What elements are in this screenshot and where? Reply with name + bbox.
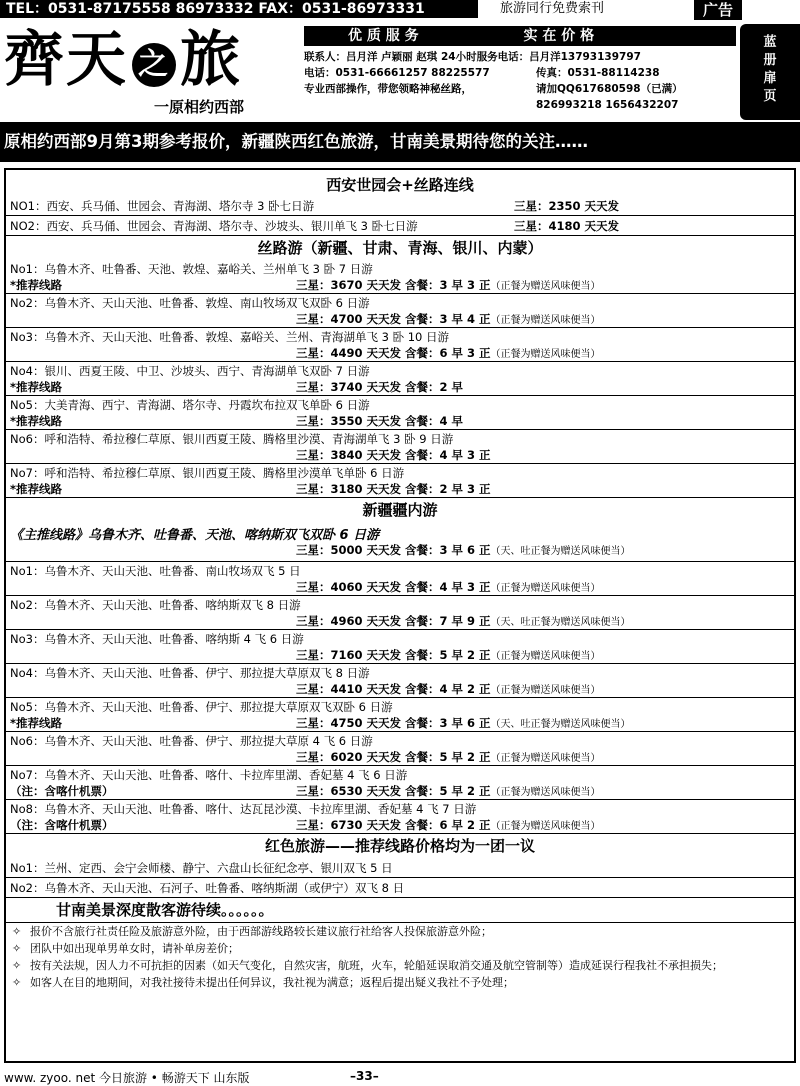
meal-note: （正餐为赠送风味便当） — [490, 821, 601, 832]
route-price — [296, 613, 631, 629]
route-price — [296, 817, 601, 833]
price-text: 三星：6730 天天发 含餐：6 早 2 正 — [296, 818, 491, 832]
section-title: 新疆疆内游 — [362, 501, 438, 519]
price-list — [4, 168, 796, 1063]
route-price — [296, 715, 631, 731]
contact-phone-line — [304, 65, 736, 81]
section-title: 红色旅游——推荐线路价格均为一团一议 — [264, 837, 535, 855]
side-tab-char: 扉 — [763, 71, 777, 86]
phone-fax-bar: TEL：0531-87175558 86973332 FAX：0531-86973331 — [0, 0, 478, 18]
route-name: No7：呼和浩特、希拉穆仁草原、银川西夏王陵、腾格里沙漠单飞单卧 6 日游 — [10, 466, 405, 480]
page-number: –33– — [350, 1069, 379, 1083]
route-name: No6：呼和浩特、希拉穆仁草原、银川西夏王陵、腾格里沙漠、青海湖单飞 3 卧 9 日游 — [10, 432, 454, 446]
term-text: 按有关法规，因人力不可抗拒的因素（如天气变化，自然灾害，航班，火车，轮船延误取消交通及航空管制等）造成延误行程我社不承担损失； — [30, 959, 723, 972]
agency-logo — [4, 24, 300, 116]
route-row — [6, 698, 794, 732]
route-row — [6, 396, 794, 430]
price-text: 三星：5000 天天发 含餐：3 早 6 正 — [296, 543, 491, 557]
route-name: No8：乌鲁木齐、天山天池、吐鲁番、喀什、达瓦昆沙漠、卡拉库里湖、香妃墓 4 飞 7 日游 — [10, 802, 477, 816]
side-tab-char: 页 — [763, 89, 777, 104]
phone-numbers: 电话：0531-66661257 88225577 — [304, 67, 490, 79]
fair-price-label: 实 在 价 格 — [523, 28, 595, 44]
price-text: 三星：4960 天天发 含餐：7 早 9 正 — [296, 614, 491, 628]
route-name: No4：乌鲁木齐、天山天池、吐鲁番、伊宁、那拉提大草原双飞 8 日游 — [10, 666, 370, 680]
price-text: 三星：4490 天天发 含餐：6 早 3 正 — [296, 346, 491, 360]
price-text: 三星：6530 天天发 含餐：5 早 2 正 — [296, 784, 491, 798]
price-text: 三星：3180 天天发 含餐：2 早 3 正 — [296, 482, 491, 496]
route-name: No5：大美青海、西宁、青海湖、塔尔寺、丹霞坎布拉双飞单卧 6 日游 — [10, 398, 370, 412]
route-price — [296, 379, 463, 395]
route-row — [6, 664, 794, 698]
route-price — [296, 681, 601, 697]
route-name: No1：兰州、定西、会宁会师楼、静宁、六盘山长征纪念亭、银川双飞 5 日 — [10, 861, 393, 875]
meal-note: （正餐为赠送风味便当） — [490, 685, 601, 696]
route-price — [296, 311, 601, 327]
price-text: 三星：3740 天天发 含餐：2 早 — [296, 380, 464, 394]
route-tag: （注：含喀什机票） — [10, 818, 114, 832]
logo-slogan: 一原相约西部 — [154, 98, 245, 116]
route-name: NO1：西安、兵马俑、世园会、青海湖、塔尔寺 3 卧七日游 — [10, 199, 315, 213]
route-price: 三星：2350 天天发 — [514, 199, 620, 213]
meal-note: （正餐为赠送风味便当） — [490, 281, 601, 292]
qq-extra-numbers: 826993218 1656432207 — [536, 99, 679, 111]
price-text: 三星：7160 天天发 含餐：5 早 2 正 — [296, 648, 491, 662]
route-name: No2：乌鲁木齐、天山天池、吐鲁番、喀纳斯双飞 8 日游 — [10, 598, 301, 612]
route-row — [6, 858, 794, 878]
specialty-note: 专业西部操作，带您领略神秘丝路， — [304, 83, 472, 95]
route-price — [296, 579, 601, 595]
route-name: No3：乌鲁木齐、天山天池、吐鲁番、敦煌、嘉峪关、兰州、青海湖单飞 3 卧 10 日游 — [10, 330, 450, 344]
terms-list — [6, 922, 794, 991]
contact-people: 联系人：吕月洋 卢颖丽 赵琪 24小时服务电话：吕月洋13793139797 — [304, 51, 641, 63]
term-item — [6, 940, 794, 957]
route-price — [296, 647, 601, 663]
meal-note: （正餐为赠送风味便当） — [490, 349, 601, 360]
route-row — [6, 800, 794, 834]
meal-note: （正餐为赠送风味便当） — [490, 651, 601, 662]
term-item — [6, 923, 794, 940]
section-title: 丝路游（新疆、甘肃、青海、银川、内蒙） — [257, 239, 543, 257]
page-footer — [0, 1068, 800, 1086]
free-index-note: 旅游同行免费索刊 — [500, 1, 605, 16]
route-row — [6, 196, 794, 216]
logo-char: 旅 — [180, 25, 242, 95]
route-price — [296, 783, 601, 799]
price-text: 三星：3670 天天发 含餐：3 早 3 正 — [296, 278, 491, 292]
term-item — [6, 957, 794, 974]
meal-note: （天、吐正餐为赠送风味便当） — [490, 617, 631, 628]
price-text: 三星：6020 天天发 含餐：5 早 2 正 — [296, 750, 491, 764]
route-price — [296, 447, 491, 463]
bullet-icon: ✧ — [12, 942, 22, 955]
side-tab-char: 册 — [763, 53, 777, 68]
route-price — [296, 749, 601, 765]
route-price — [296, 413, 463, 429]
contact-qq-more — [304, 97, 736, 113]
route-price — [296, 277, 601, 293]
route-tag: *推荐线路 — [10, 716, 63, 730]
route-row — [6, 596, 794, 630]
quality-service-label: 优 质 服 务 — [348, 28, 419, 44]
bullet-icon: ✧ — [12, 959, 22, 972]
logo-char: 之 — [132, 43, 176, 87]
route-tag: *推荐线路 — [10, 380, 63, 394]
headline-banner: 原相约西部9月第3期参考报价，新疆陕西红色旅游，甘南美景期待您的关注…… — [0, 122, 800, 162]
footer-publication: www. zyoo. net 今日旅游 • 畅游天下 山东版 — [4, 1071, 250, 1085]
route-name: No4：银川、西夏王陵、中卫、沙坡头、西宁、青海湖单飞双卧 7 日游 — [10, 364, 370, 378]
qq-number: 请加QQ617680598（已满） — [536, 83, 683, 95]
price-text: 三星：3550 天天发 含餐：4 早 — [296, 414, 464, 428]
section-title: 西安世园会+丝路连线 — [326, 176, 474, 194]
route-row — [6, 878, 794, 898]
term-item — [6, 974, 794, 991]
route-tag: （注：含喀什机票） — [10, 784, 114, 798]
route-name: NO2：西安、兵马俑、世园会、青海湖、塔尔寺、沙坡头、银川单飞 3 卧七日游 — [10, 219, 418, 233]
side-tab — [740, 24, 800, 120]
meal-note: （天、吐正餐为赠送风味便当） — [490, 546, 631, 557]
featured-route-row — [6, 522, 794, 562]
fax-number: 传真：0531-88114238 — [536, 67, 660, 79]
route-row — [6, 430, 794, 464]
meal-note: （正餐为赠送风味便当） — [490, 787, 601, 798]
route-name: No6：乌鲁木齐、天山天池、吐鲁番、伊宁、那拉提大草原 4 飞 6 日游 — [10, 734, 373, 748]
meal-note: （正餐为赠送风味便当） — [490, 315, 601, 326]
logo-char: 齊 — [4, 25, 66, 95]
route-row — [6, 362, 794, 396]
featured-route-name: 《主推线路》乌鲁木齐、吐鲁番、天池、喀纳斯双飞双卧 6 日游 — [10, 528, 380, 543]
route-row — [6, 766, 794, 800]
term-text: 团队中如出现单男单女时，请补单房差价； — [30, 942, 239, 955]
route-row — [6, 328, 794, 362]
route-row — [6, 294, 794, 328]
route-price: 三星：4180 天天发 — [514, 219, 620, 233]
contact-qq-line — [304, 81, 736, 97]
price-text: 三星：4700 天天发 含餐：3 早 4 正 — [296, 312, 491, 326]
price-text: 三星：4060 天天发 含餐：4 早 3 正 — [296, 580, 491, 594]
route-row — [6, 732, 794, 766]
route-tag: *推荐线路 — [10, 482, 63, 496]
bullet-icon: ✧ — [12, 976, 22, 989]
route-row — [6, 464, 794, 498]
bullet-icon: ✧ — [12, 925, 22, 938]
contact-block — [304, 26, 736, 118]
service-price-bar — [304, 26, 736, 46]
price-text: 三星：3840 天天发 含餐：4 早 3 正 — [296, 448, 491, 462]
route-tag: *推荐线路 — [10, 414, 63, 428]
route-name: No2：乌鲁木齐、天山天池、吐鲁番、敦煌、南山牧场双飞双卧 6 日游 — [10, 296, 370, 310]
side-tab-char: 蓝 — [763, 35, 777, 50]
term-text: 如客人在目的地期间，对我社接待未提出任何异议，我社视为满意；返程后提出疑义我社不予处理； — [30, 976, 514, 989]
route-name: No3：乌鲁木齐、天山天池、吐鲁番、喀纳斯 4 飞 6 日游 — [10, 632, 304, 646]
route-price — [296, 542, 631, 558]
route-name: No7：乌鲁木齐、天山天池、吐鲁番、喀什、卡拉库里湖、香妃墓 4 飞 6 日游 — [10, 768, 408, 782]
logo-char: 天 — [66, 25, 128, 95]
route-row — [6, 630, 794, 664]
route-tag: *推荐线路 — [10, 278, 63, 292]
route-row — [6, 216, 794, 236]
route-price — [296, 345, 601, 361]
section-title: 甘南美景深度散客游待续。。。。。。 — [56, 901, 274, 919]
term-text: 报价不含旅行社责任险及旅游意外险，由于西部游线路较长建议旅行社给客人投保旅游意外险； — [30, 925, 492, 938]
meal-note: （正餐为赠送风味便当） — [490, 583, 601, 594]
meal-note: （天、吐正餐为赠送风味便当） — [490, 719, 631, 730]
logo-wordmark — [4, 26, 242, 94]
route-row — [6, 562, 794, 596]
price-text: 三星：4410 天天发 含餐：4 早 2 正 — [296, 682, 491, 696]
ad-badge: 广告 — [694, 0, 742, 20]
top-bar — [0, 0, 800, 22]
route-row — [6, 260, 794, 294]
route-price — [296, 481, 491, 497]
price-text: 三星：4750 天天发 含餐：3 早 6 正 — [296, 716, 491, 730]
route-name: No5：乌鲁木齐、天山天池、吐鲁番、伊宁、那拉提大草原双飞双卧 6 日游 — [10, 700, 393, 714]
meal-note: （正餐为赠送风味便当） — [490, 753, 601, 764]
route-name: No1：乌鲁木齐、吐鲁番、天池、敦煌、嘉峪关、兰州单飞 3 卧 7 日游 — [10, 262, 373, 276]
route-name: No1：乌鲁木齐、天山天池、吐鲁番、南山牧场双飞 5 日 — [10, 564, 301, 578]
route-name: No2：乌鲁木齐、天山天池、石河子、吐鲁番、喀纳斯湖（或伊宁）双飞 8 日 — [10, 881, 405, 895]
